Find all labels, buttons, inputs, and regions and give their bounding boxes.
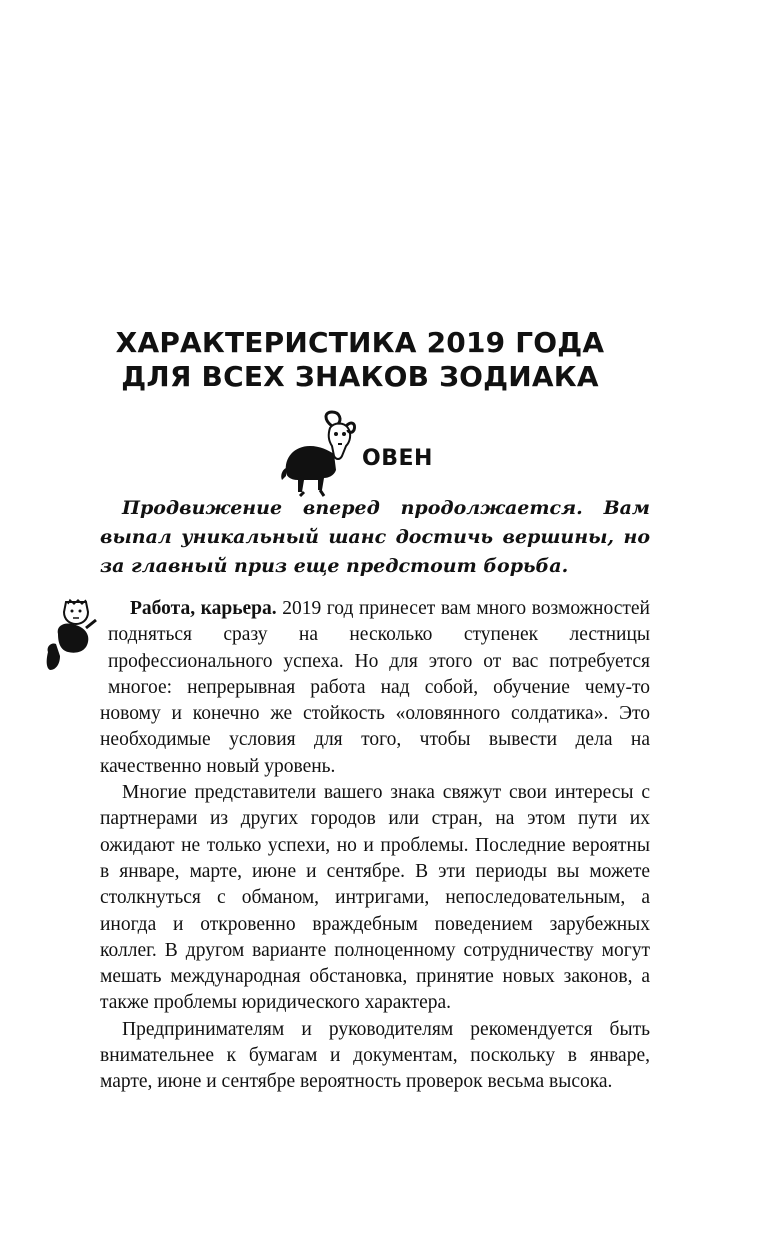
boxer-icon <box>46 598 102 674</box>
zodiac-sign-header <box>280 410 480 500</box>
paragraph-career-2: Многие представители вашего знака свяжут свои интересы с партнерами из других городов или стран, на этом пути их ожидают не только успехи, но и проблемы. Последние вероятны в январе, марте, июне и сентябре. В эти периоды вы можете столкнуться с обманом, интригами, непоследовательным, а иногда и откровенно враждебным поведением зарубежных коллег. В другом варианте полноценному сотрудничеству могут мешать международная обстановка, принятие новых законов, а также проблемы юридического характера. <box>100 782 650 1014</box>
section-heading: Работа, карьера. <box>130 598 277 619</box>
boxer-icon-wrap <box>72 598 104 676</box>
paragraph-career-3: Предпринимателям и руководителям рекомендуется быть внимательнее к бумагам и документам, поскольку в январе, марте, июне и сентябре вероятность проверок весьма высока. <box>100 1018 650 1093</box>
lead-paragraph: Продвижение вперед продолжается. Вам выпал уникальный шанс достичь вершины, но за главный приз еще предстоит борьба. <box>100 497 650 577</box>
chapter-title <box>100 326 620 394</box>
paragraph-career-1 <box>100 596 650 780</box>
article-body <box>100 596 650 1096</box>
ram-icon <box>280 410 358 498</box>
chapter-title-line-2: ДЛЯ ВСЕХ ЗНАКОВ ЗОДИАКА <box>121 360 599 393</box>
chapter-title-line-1: ХАРАКТЕРИСТИКА 2019 ГОДА <box>115 326 605 359</box>
zodiac-sign-name: ОВЕН <box>362 446 433 471</box>
paragraph-career-1-text: 2019 год принесет вам много возможностей подняться сразу на несколько ступенек лестницы профессионального успеха. Но для этого от вас потребуется многое: непрерывная работа над собой, обучение чему-то новому и конечно же стойкость «оловянного солдатика». Это необходимые условия для того, чтобы вывести дела на качественно новый уровень. <box>100 598 650 777</box>
